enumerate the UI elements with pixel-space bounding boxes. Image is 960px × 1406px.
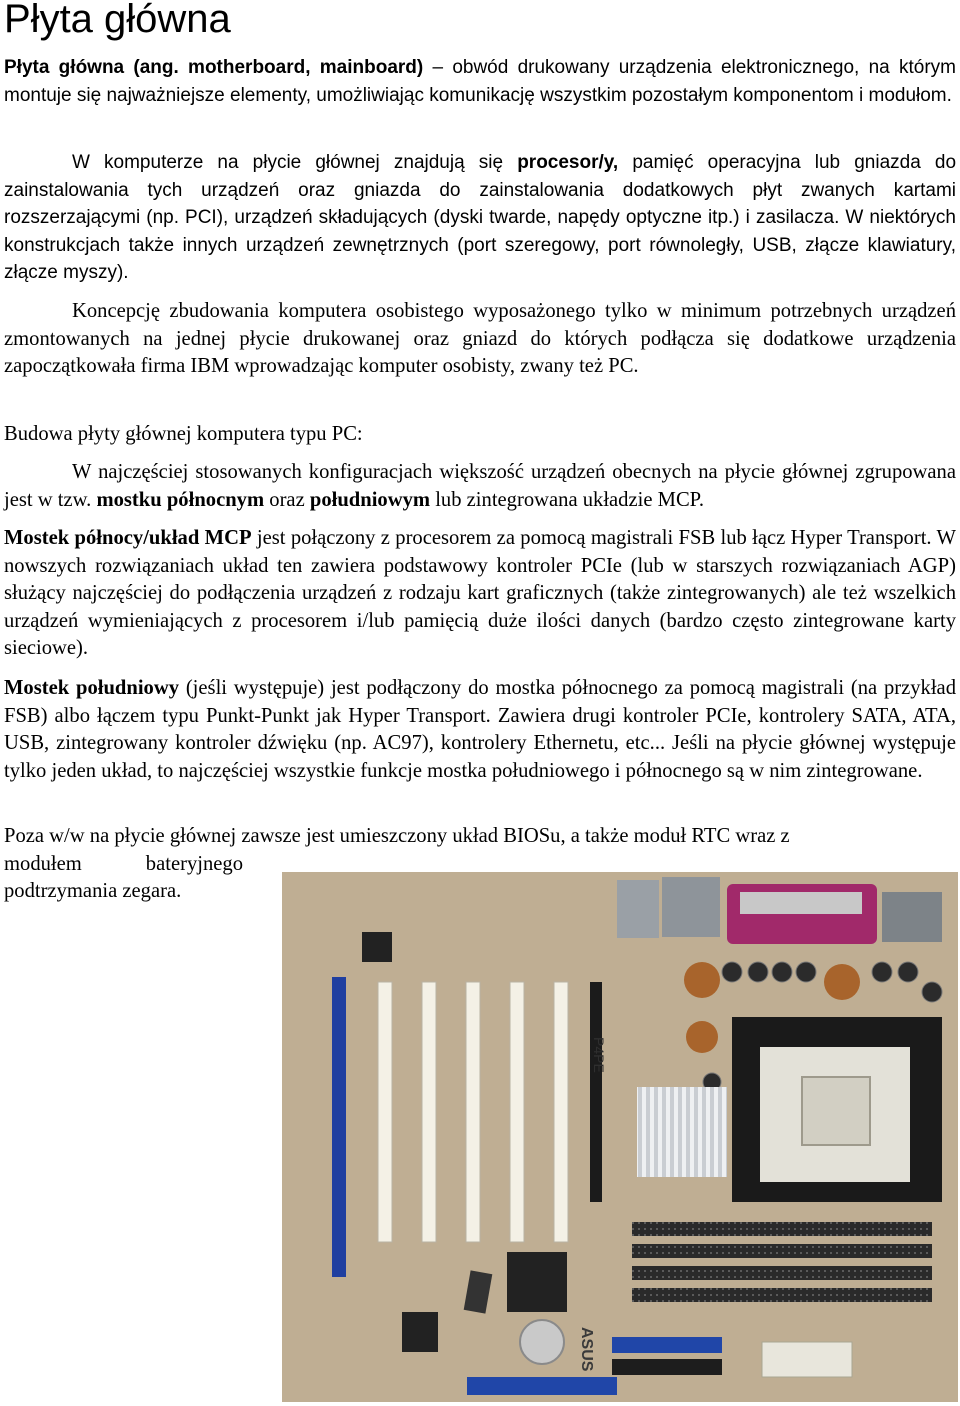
bold-term: południowym: [309, 488, 431, 511]
super-io-chip: [402, 1312, 438, 1352]
io-port-block: [662, 877, 720, 937]
board-model-label: P4PE: [591, 1037, 607, 1073]
page-title: Płyta główna: [4, 0, 231, 41]
ide-connector: [467, 1377, 617, 1395]
bold-term: Mostek południowy: [4, 677, 180, 699]
audio-port: [882, 892, 942, 942]
northbridge-heatsink: [637, 1087, 727, 1177]
usb-lan-port: [617, 880, 659, 938]
cnr-slot: [590, 982, 602, 1202]
atx-power-connector: [762, 1342, 852, 1377]
paragraph-definition: Płyta główna (ang. motherboard, mainboard) – obwód drukowany urządzenia elektronicznego, na którym montuje się najważniejsze elementy, umożliwiając komunikację wszystkim pozostałym komponentom i modułom.: [4, 57, 956, 106]
bold-term: Płyta główna (ang. motherboard, mainboard): [4, 57, 424, 78]
paragraph-ibm: Koncepcję zbudowania komputera osobistego wyposażonego tylko w minimum potrzebnych urządzeń zmontowanych na jednej płycie drukowanej oraz gniazd do których podłącza się dodatkowe urządzenia zapoczątkowała firma IBM wprowadzając komputer osobisty, zwany też PC.: [4, 300, 956, 377]
motherboard-photo: [282, 872, 958, 1402]
ide-connector: [612, 1337, 722, 1353]
choke-coil: [684, 962, 720, 998]
paragraph-bridges: W najczęściej stosowanych konfiguracjach większość urządzeń obecnych na płycie głównej zgrupowana jest w tzw. mostku północnym oraz południowym lub zintegrowana układzie MCP.: [4, 461, 956, 511]
bold-term: Mostek północy/układ MCP: [4, 527, 252, 549]
io-chip: [362, 932, 392, 962]
paragraph-structure-heading: Budowa płyty głównej komputera typu PC:: [4, 423, 363, 445]
paragraph-southbridge: Mostek południowy (jeśli występuje) jest podłączony do mostka północnego za pomocą magistrali (na przykład FSB) albo łączem typu Punkt-Punkt jak Hyper Transport. Zawiera drugi kontroler PCIe, kontrolery SATA, ATA, USB, zintegrowany kontroler dźwięku (np. AC97), kontrolery Ethernetu, etc... Jeśli na płycie głównej występuje tylko jeden układ, to najczęściej wszystkie funkcje mostka południowego i północnego są w nim zintegrowane.: [4, 677, 956, 782]
bold-term: procesor/y,: [517, 152, 619, 173]
choke-coil: [686, 1021, 718, 1053]
agp-slot: [332, 977, 346, 1277]
ide-connector: [612, 1359, 722, 1375]
paragraph-bios: Poza w/w na płycie głównej zawsze jest umieszczony układ BIOSu, a także moduł RTC wraz z modułem bateryjnego podtrzymania zegara.: [4, 825, 790, 902]
southbridge-chip: [507, 1252, 567, 1312]
paragraph-components: W komputerze na płycie głównej znajdują się procesor/y, pamięć operacyjna lub gniazda do zainstalowania tych urządzeń oraz gniazda do zainstalowania dodatkowych płyt zwanych kartami rozszerzającymi (np. PCI), urządzeń składujących (dyski twarde, napędy optyczne itp.) i zasilacza. W niektórych konstrukcjach także innych urządzeń zewnętrznych (port szeregowy, port równoległy, USB, złącze klawiatury, złącze myszy).: [4, 152, 957, 283]
cmos-battery: [520, 1320, 564, 1364]
bold-term: mostku północnym: [96, 488, 265, 511]
brand-logo: ASUS: [578, 1327, 595, 1372]
choke-coil: [824, 964, 860, 1000]
paragraph-northbridge: Mostek północy/układ MCP jest połączony z procesorem za pomocą magistrali FSB lub łącz Hyper Transport. W nowszych rozwiązaniach układ ten zawiera podstawowy kontroler PCIe (lub w starszych rozwiązaniach AGP) służący najczęściej do podłączenia urządzeń z rodzaju kart graficznych (także zintegrowanych) ale też wszelkich urządzeń wymieniających z procesorem i/lub pamięcią duże ilości danych (bardzo często zintegrowane karty sieciowe).: [4, 527, 956, 659]
